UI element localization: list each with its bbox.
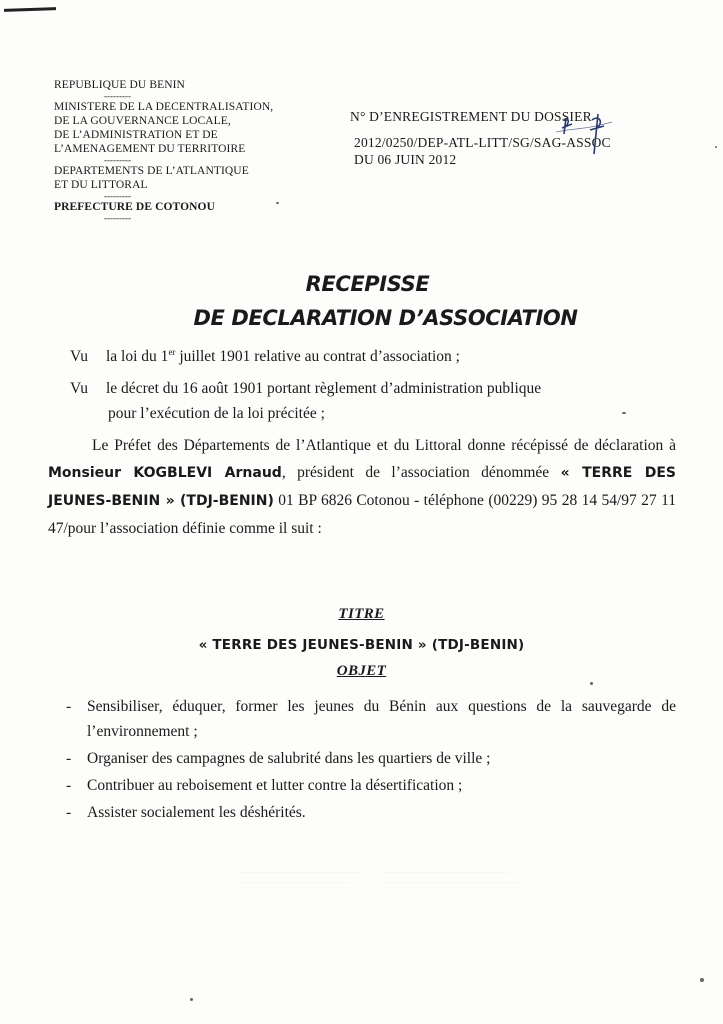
association-name-inline: « TERRE DES JEUNES-BENIN » (TDJ-BENIN) (48, 465, 677, 509)
scan-speck (190, 998, 193, 1001)
objet-heading: OBJET (336, 663, 387, 679)
list-dash: - (66, 698, 72, 715)
list-item (66, 773, 676, 798)
separator: --------- (104, 191, 131, 201)
ministry-line: DE L’ADMINISTRATION ET DE (54, 129, 218, 141)
separator: --------- (104, 213, 131, 223)
show-through-line (380, 882, 520, 883)
consideration-2 (70, 380, 541, 398)
show-through-line (240, 872, 360, 873)
registration-block (350, 108, 710, 168)
consideration-text-rest: juillet 1901 relative au contrat d’association ; (175, 348, 460, 366)
scan-speck (276, 202, 279, 204)
objectives-list (66, 694, 676, 827)
separator: --------- (104, 155, 131, 165)
scan-speck (715, 146, 717, 148)
declaration-text: Le Préfet des Départements de l’Atlantique et du Littoral donne récépissé de déclaration à (92, 437, 676, 454)
ministry-line: MINISTERE DE LA DECENTRALISATION, (54, 101, 274, 113)
document-title-line2: DE DECLARATION D’ASSOCIATION (193, 306, 578, 330)
list-dash: - (66, 804, 72, 821)
list-item (66, 800, 676, 825)
ministry-line: L’AMENAGEMENT DU TERRITOIRE (54, 143, 246, 155)
registration-label: N° D’ENREGISTREMENT DU DOSSIER (350, 109, 592, 124)
declaration-paragraph (48, 432, 676, 542)
list-dash: - (66, 777, 72, 794)
declaration-text: , président de l’association dénommée (281, 464, 561, 481)
list-item-text: Contribuer au reboisement et lutter contre la désertification ; (87, 777, 463, 794)
list-item-text: Organiser des campagnes de salubrité dans les quartiers de ville ; (87, 750, 491, 767)
list-item (66, 694, 676, 744)
republic-line: REPUBLIQUE DU BENIN (54, 79, 185, 91)
scan-artifact-mark (4, 7, 56, 12)
association-title: « TERRE DES JEUNES-BENIN » (TDJ-BENIN) (198, 637, 525, 653)
scan-speck (622, 412, 626, 414)
titre-heading: TITRE (338, 606, 385, 622)
issuing-authority-block (54, 78, 344, 222)
handwritten-signature-icon (554, 108, 614, 158)
list-item-text: Assister socialement les déshérités. (87, 804, 306, 821)
declaration-text: 01 BP 6826 Cotonou - téléphone (00229) 95 28 14 54/97 27 11 47/pour l’association définie comme il suit : (48, 492, 676, 537)
consideration-label: Vu (70, 380, 89, 397)
scan-speck (700, 978, 704, 982)
prefecture-line: PREFECTURE DE COTONOU (54, 201, 215, 213)
superscript: er (168, 347, 176, 357)
registration-date: DU 06 JUIN 2012 (354, 152, 457, 167)
consideration-2-continuation: pour l’exécution de la loi précitée ; (108, 405, 325, 422)
scan-speck (590, 682, 593, 685)
president-name: Monsieur KOGBLEVI Arnaud (48, 465, 282, 481)
separator: --------- (104, 91, 131, 101)
document-title-line1: RECEPISSE (305, 272, 430, 296)
registration-number: 2012/0250/DEP-ATL-LITT/SG/SAG-ASSOC (354, 135, 611, 150)
show-through-line (380, 872, 510, 873)
consideration-text: le décret du 16 août 1901 portant règlement d’administration publique (106, 380, 542, 397)
list-dash: - (66, 750, 72, 767)
consideration-1 (70, 347, 460, 366)
show-through-line (240, 882, 350, 883)
list-item (66, 746, 676, 771)
list-item-text: Sensibiliser, éduquer, former les jeunes du Bénin aux questions de la sauvegarde de l’environnement ; (87, 698, 676, 740)
departments-line: DEPARTEMENTS DE L’ATLANTIQUE (54, 165, 249, 177)
ministry-line: DE LA GOUVERNANCE LOCALE, (54, 115, 231, 127)
consideration-label: Vu (70, 348, 89, 366)
departments-line: ET DU LITTORAL (54, 179, 148, 191)
consideration-text: la loi du 1 (106, 348, 169, 366)
